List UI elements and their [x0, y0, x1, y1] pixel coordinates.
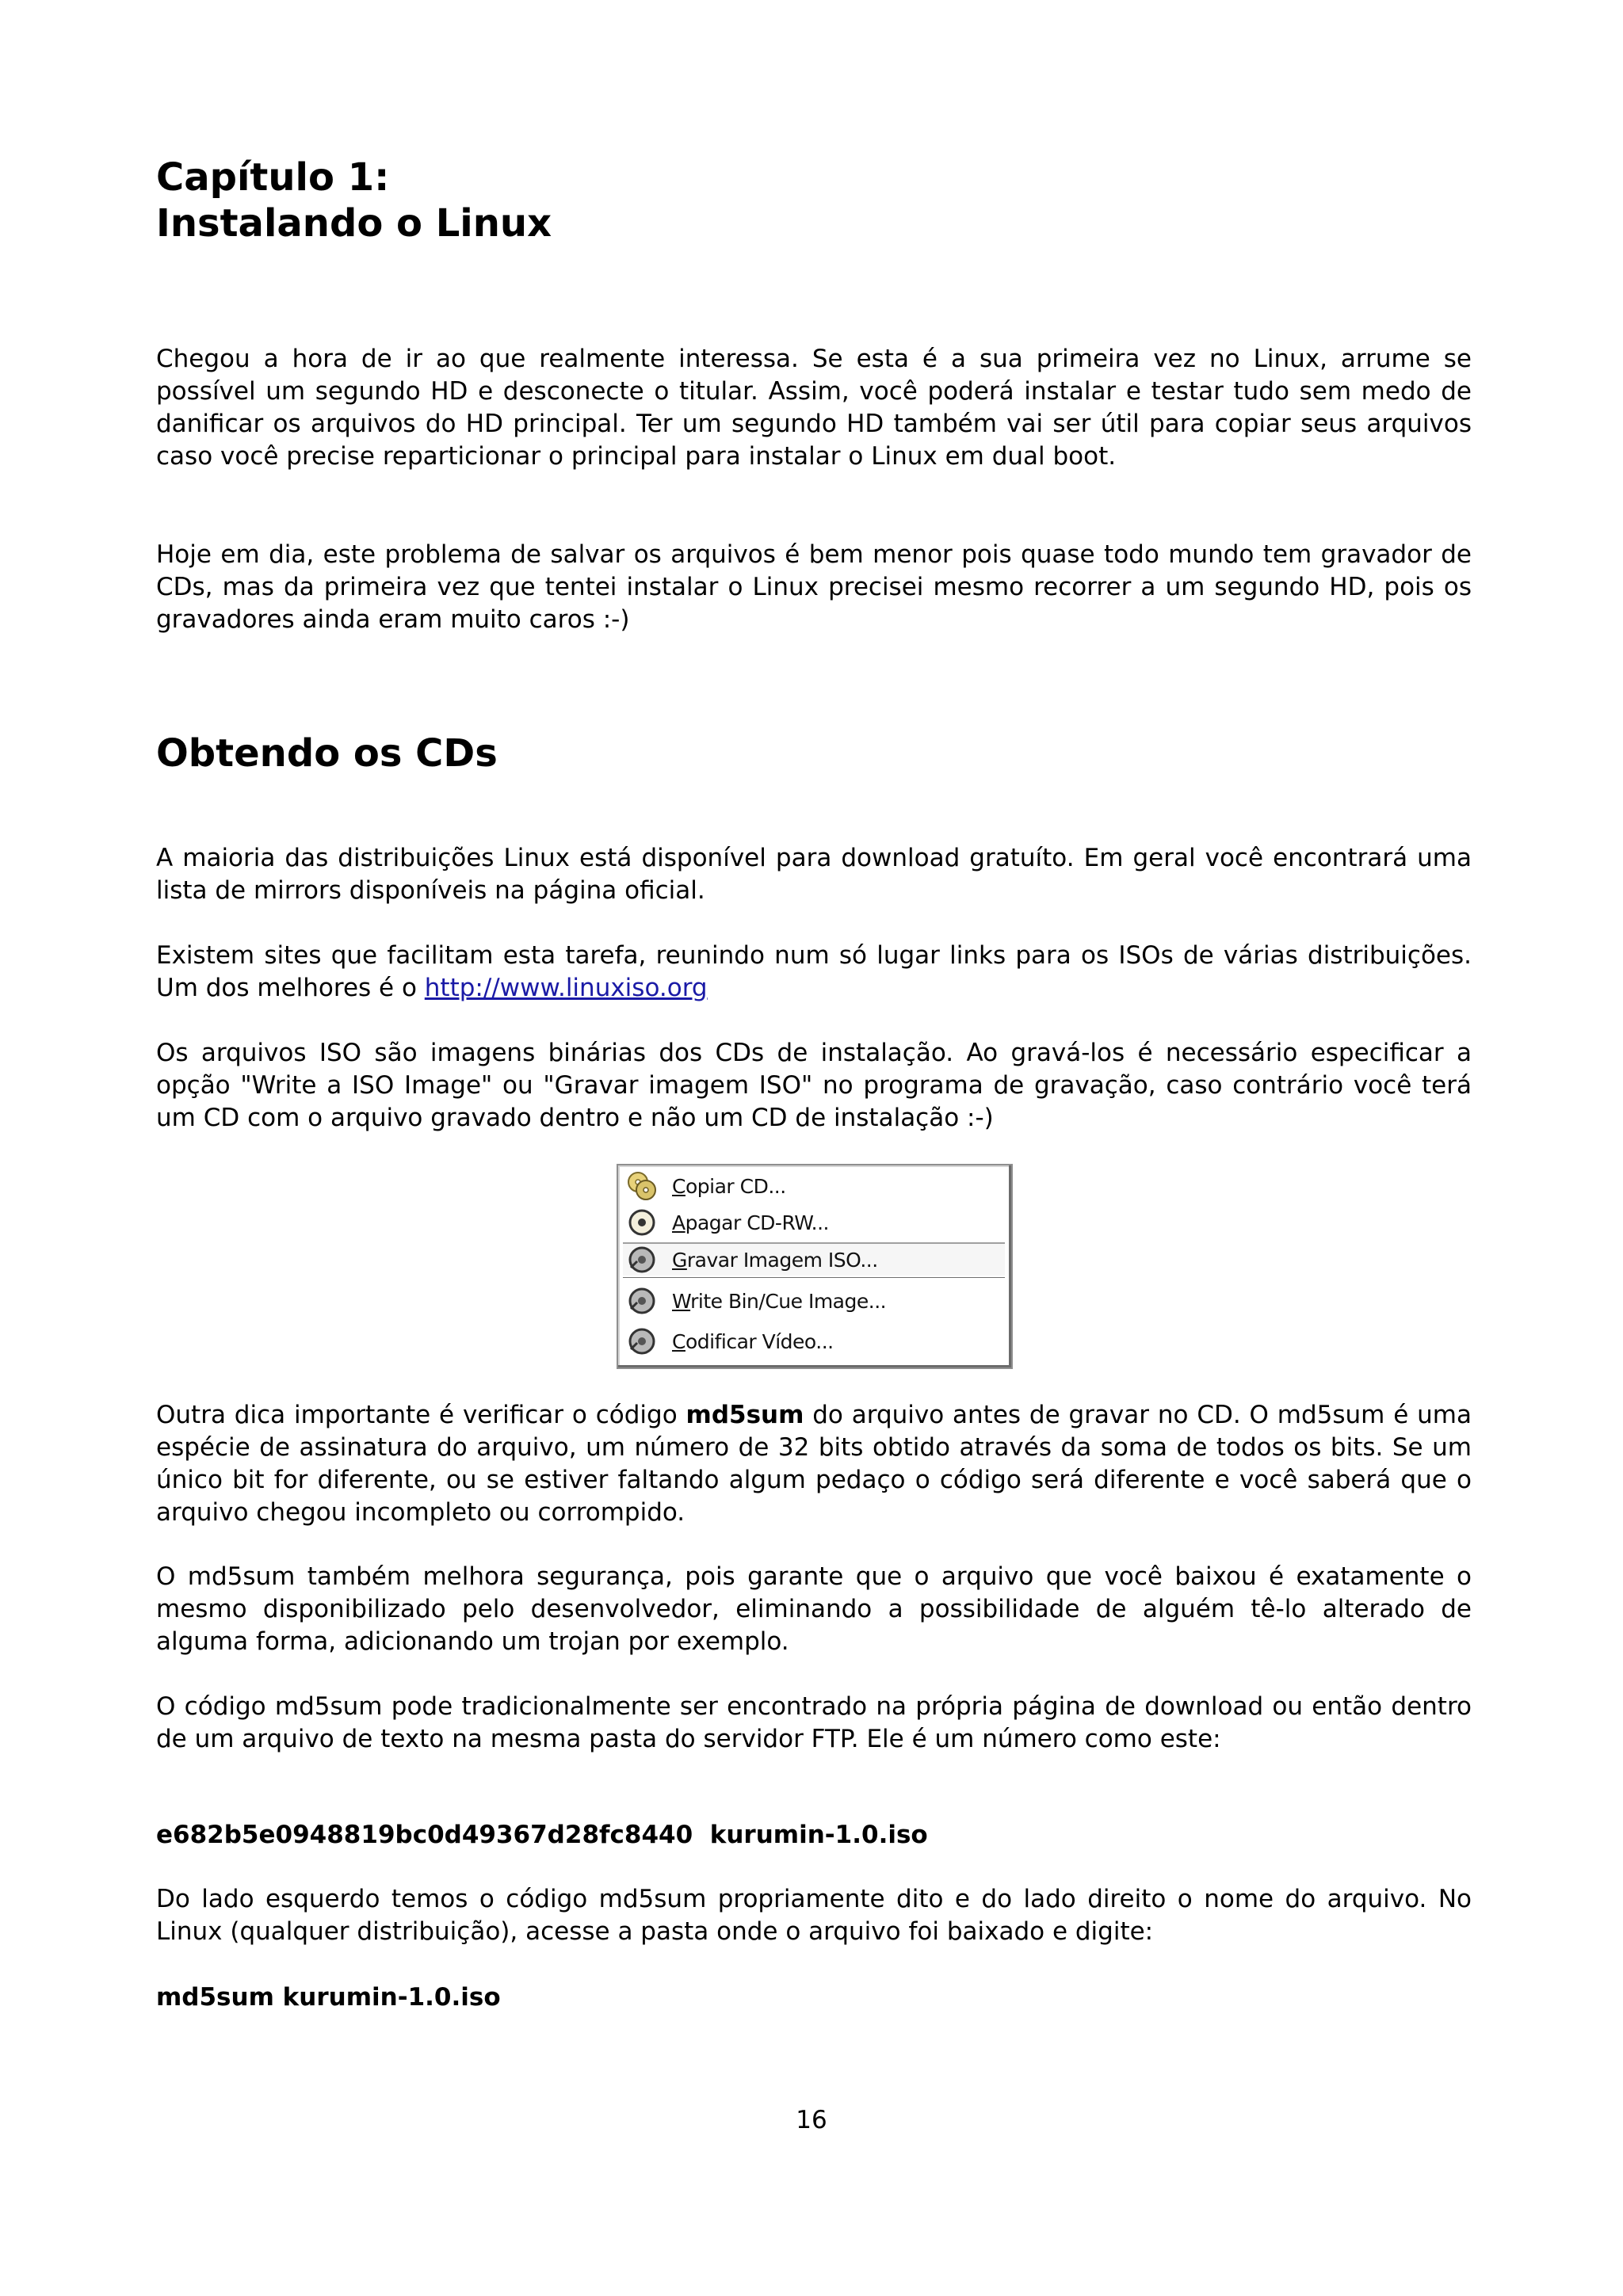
burn-menu-figure	[617, 1164, 1013, 1369]
section-paragraph-2	[156, 940, 1472, 1005]
md5-command	[156, 1981, 1472, 2014]
menu-item-encode-video[interactable]	[623, 1324, 1005, 1359]
section-paragraph-1-text: A maioria das distribuições Linux está disponível para download gratuíto. Em geral você encontrará uma lista de mirrors disponíveis na página oficial.	[156, 844, 1472, 905]
erase-cd-icon	[626, 1207, 658, 1238]
md5-paragraph-2	[156, 1561, 1472, 1658]
menu-item-burn-bincue[interactable]	[623, 1283, 1005, 1318]
md5-paragraph-1-text	[156, 1399, 1472, 1529]
menu-item-copy-cd[interactable]	[623, 1169, 1005, 1203]
encode-video-icon	[626, 1325, 658, 1357]
md5-paragraph-3-text: O código md5sum pode tradicionalmente ser encontrado na própria página de download ou então dentro de um arquivo de texto na mesma pasta do servidor FTP. Ele é um número como este:	[156, 1692, 1472, 1753]
md5sum-term: md5sum	[685, 1401, 804, 1429]
section-paragraph-1	[156, 842, 1472, 907]
menu-item-erase-cd[interactable]	[623, 1205, 1005, 1240]
menu-item-label: Copiar CD...	[672, 1174, 786, 1198]
intro-paragraph-1	[156, 343, 1472, 473]
md5-paragraph-1-rest: do arquivo antes de gravar no CD. O md5sum é uma espécie de assinatura do arquivo, um número de 32 bits obtido através da soma de todos os bits. Se um único bit for diferente, ou se estiver faltando algum pedaço o código será diferente e você saberá que o arquivo chegou incompleto ou corrompido.	[156, 1401, 1472, 1527]
intro-paragraph-1-text: Chegou a hora de ir ao que realmente interessa. Se esta é a sua primeira vez no Linux, arrume se possível um segundo HD e desconecte o titular. Assim, você poderá instalar e testar tudo sem medo de danificar os arquivos do HD principal. Ter um segundo HD também vai ser útil para copiar seus arquivos caso você precise reparticionar o principal para instalar o Linux em dual boot.	[156, 345, 1472, 471]
chapter-name: Instalando o Linux	[156, 201, 552, 246]
section-paragraph-3	[156, 1037, 1472, 1135]
md5-paragraph-4	[156, 1883, 1472, 1948]
md5-paragraph-1-lead: Outra dica importante é verificar o código	[156, 1401, 686, 1429]
intro-paragraph-2	[156, 539, 1472, 636]
section-title: Obtendo os CDs	[156, 731, 498, 776]
md5-command-text: md5sum kurumin-1.0.iso	[156, 1983, 501, 2012]
intro-paragraph-2-text: Hoje em dia, este problema de salvar os arquivos é bem menor pois quase todo mundo tem gravador de CDs, mas da primeira vez que tentei instalar o Linux precisei mesmo recorrer a um segundo HD, pois os gravadores ainda eram muito caros :-)	[156, 540, 1472, 634]
linuxiso-link[interactable]: http://www.linuxiso.org	[424, 974, 708, 1002]
md5-paragraph-2-text: O md5sum também melhora segurança, pois garante que o arquivo que você baixou é exatamente o mesmo disponibilizado pelo desenvolvedor, eliminando a possibilidade de alguém tê-lo alterado de alguma forma, adicionando um trojan por exemplo.	[156, 1562, 1472, 1656]
menu-item-label: Gravar Imagem ISO...	[672, 1248, 878, 1272]
menu-item-label: Codificar Vídeo...	[672, 1329, 834, 1353]
chapter-title	[156, 154, 552, 246]
md5-paragraph-3	[156, 1691, 1472, 1756]
copy-cd-icon	[626, 1170, 658, 1202]
md5-example	[156, 1819, 1472, 1852]
burn-bincue-icon	[626, 1285, 658, 1317]
md5-example-text: e682b5e0948819bc0d49367d28fc8440 kurumin-1.0.iso	[156, 1821, 928, 1849]
md5-paragraph-4-text: Do lado esquerdo temos o código md5sum propriamente dito e do lado direito o nome do arquivo. No Linux (qualquer distribuição), acesse a pasta onde o arquivo foi baixado e digite:	[156, 1885, 1472, 1946]
menu-item-label: Write Bin/Cue Image...	[672, 1289, 887, 1313]
section-paragraph-2-text	[156, 940, 1472, 1005]
menu-item-burn-iso[interactable]	[623, 1242, 1005, 1277]
section-paragraph-3-text: Os arquivos ISO são imagens binárias dos CDs de instalação. Ao gravá-los é necessário especificar a opção "Write a ISO Image" ou "Gravar imagem ISO" no programa de gravação, caso contrário você terá um CD com o arquivo gravado dentro e não um CD de instalação :-)	[156, 1039, 1472, 1132]
page-number: 16	[796, 2106, 827, 2134]
chapter-number: Capítulo 1:	[156, 155, 390, 200]
burn-iso-icon	[626, 1244, 658, 1276]
md5-paragraph-1	[156, 1399, 1472, 1529]
section-paragraph-2-lead: Existem sites que facilitam esta tarefa, reunindo num só lugar links para os ISOs de várias distribuições. Um dos melhores é o	[156, 941, 1472, 1002]
menu-item-label: Apagar CD-RW...	[672, 1211, 829, 1234]
